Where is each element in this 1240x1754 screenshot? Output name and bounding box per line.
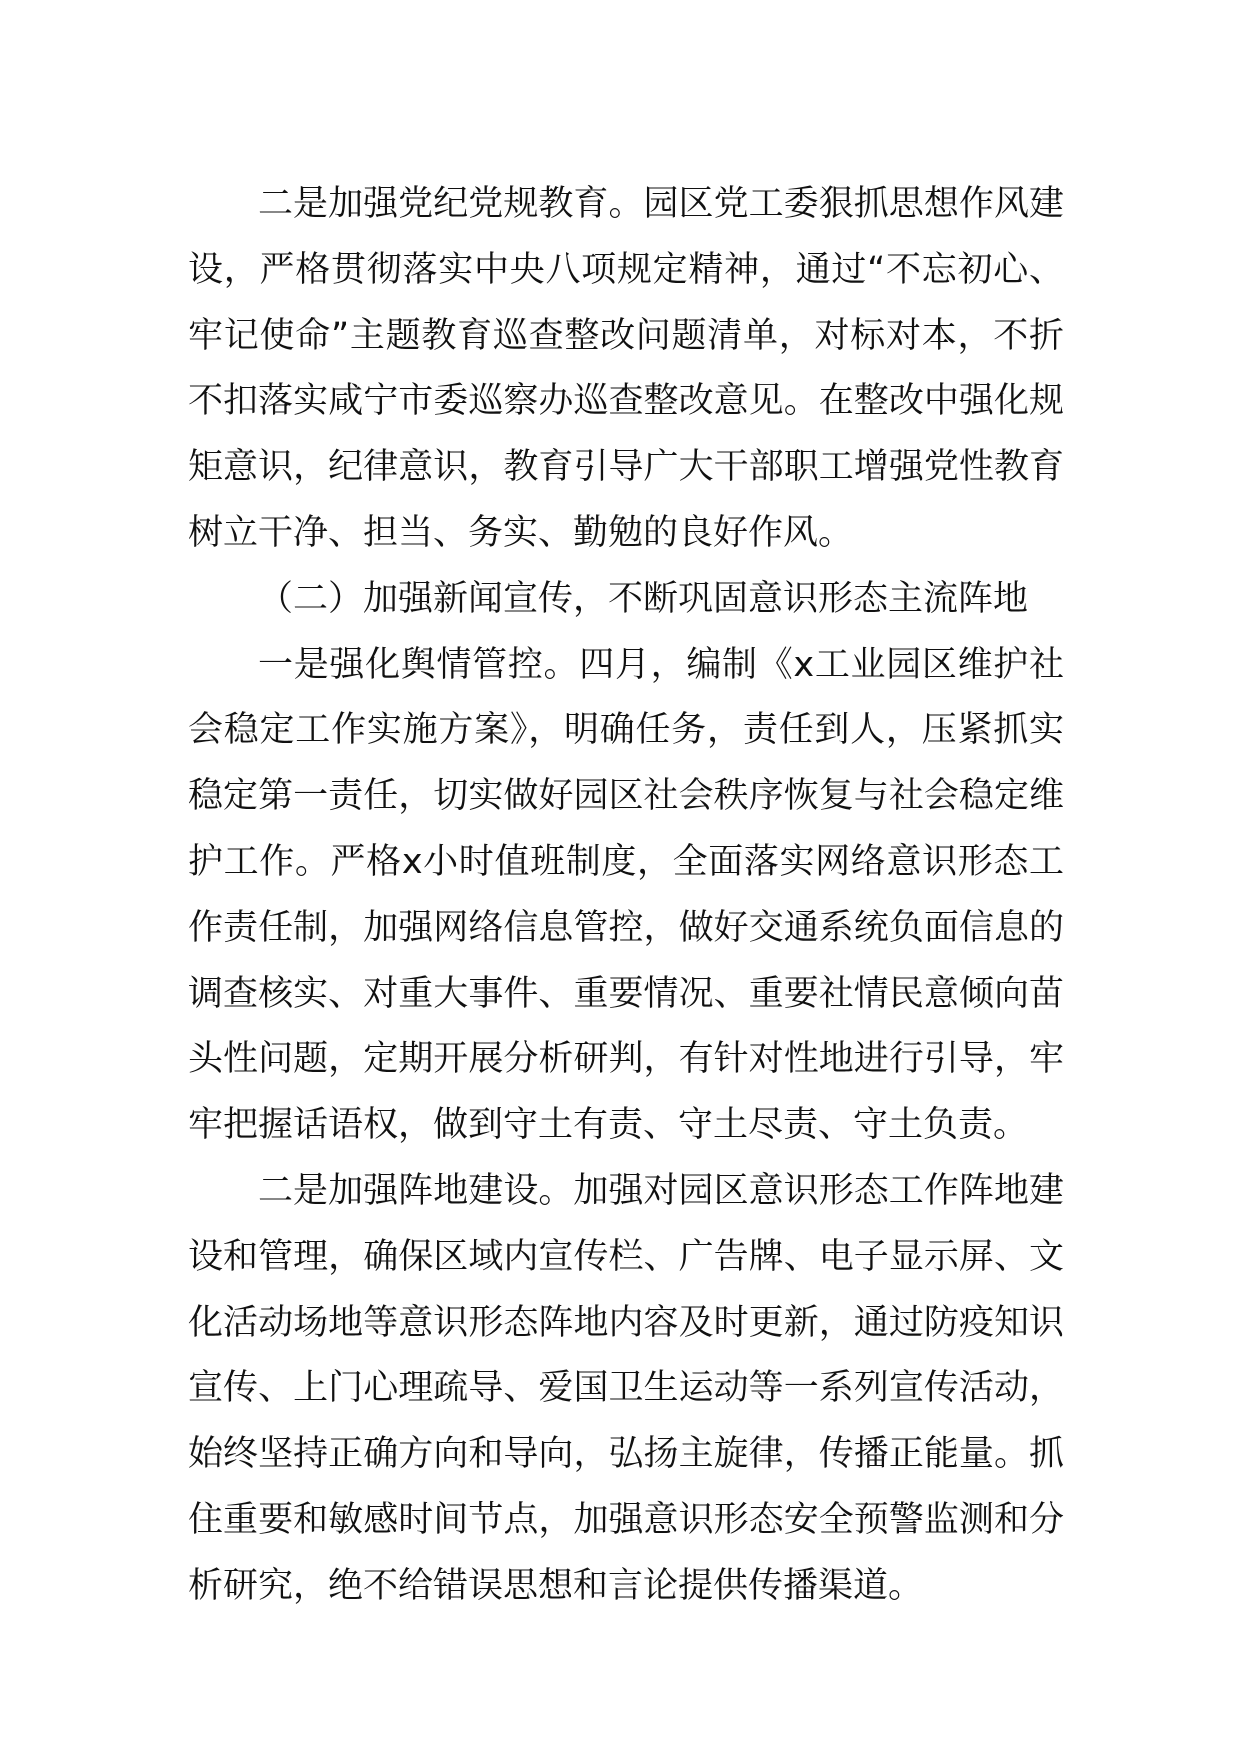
paragraph-position-construction: 二是加强阵地建设。加强对园区意识形态工作阵地建设和管理，确保区域内宣传栏、广告牌、电子显示屏、文化活动场地等意识形态阵地内容及时更新，通过防疫知识宣传、上门心理疏导、爱国卫生运动等一系列宣传活动，始终坚持正确方向和导向，弘扬主旋律，传播正能量。抓住重要和敏感时间节点，加强意识形态安全预警监测和分析研究，绝不给错误思想和言论提供传播渠道。	[188, 1170, 1064, 1606]
document-body	[188, 172, 1064, 1620]
section-heading-news-publicity: （二）加强新闻宣传，不断巩固意识形态主流阵地	[258, 578, 1029, 619]
paragraph-party-discipline-education: 二是加强党纪党规教育。园区党工委狠抓思想作风建设，严格贯彻落实中央八项规定精神，通过“不忘初心、牢记使命”主题教育巡查整改问题清单，对标对本，不折不扣落实咸宁市委巡察办巡查整改意见。在整改中强化规矩意识，纪律意识，教育引导广大干部职工增强党性教育树立干净、担当、务实、勤勉的良好作风。	[188, 184, 1064, 553]
paragraph-public-opinion-control: 一是强化舆情管控。四月，编制《x工业园区维护社会稳定工作实施方案》，明确任务，责任到人，压紧抓实稳定第一责任，切实做好园区社会秩序恢复与社会稳定维护工作。严格x小时值班制度，全面落实网络意识形态工作责任制，加强网络信息管控，做好交通系统负面信息的调查核实、对重大事件、重要情况、重要社情民意倾向苗头性问题，定期开展分析研判，有针对性地进行引导，牢牢把握话语权，做到守土有责、守土尽责、守土负责。	[188, 644, 1064, 1146]
